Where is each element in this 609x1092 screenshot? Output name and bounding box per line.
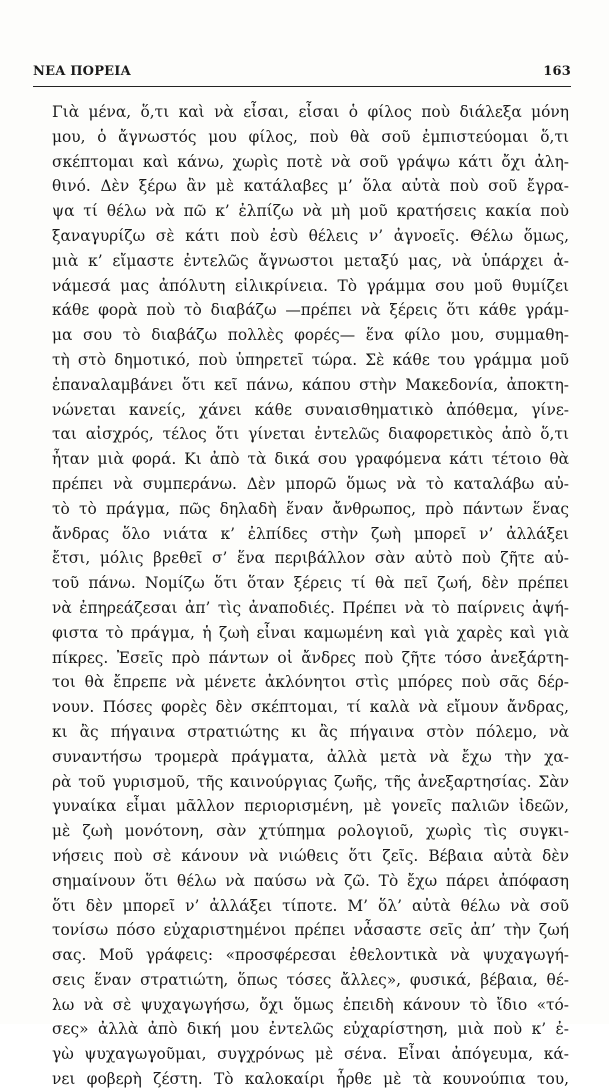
running-title: ΝΕΑ ΠΟΡΕΙΑ bbox=[33, 64, 131, 79]
text-line: τοῦ πάνω. Νομίζω ὅτι ὅταν ξέρεις τί θὰ πεῖ ζωή, δὲν πρέπει bbox=[52, 574, 569, 593]
header-rule bbox=[33, 86, 571, 87]
text-line: πρέπει νὰ συμπεράνω. Δὲν μπορῶ ὅμως νὰ τὸ καταλάβω αὐ- bbox=[52, 474, 569, 493]
text-line: λω νὰ σὲ ψυχαγωγήσω, ὄχι ὅμως ἐπειδὴ κάνουν τὸ ἴδιο «τό- bbox=[52, 995, 569, 1014]
text-line: γυναίκα εἶμαι μᾶλλον περιορισμένη, μὲ γονεῖς παλιῶν ἰδεῶν, bbox=[52, 797, 569, 816]
text-line: Γιὰ μένα, ὅ,τι καὶ νὰ εἶσαι, εἶσαι ὁ φίλος ποὺ διάλεξα μόνη bbox=[52, 103, 569, 121]
text-line: ται αἰσχρός, τέλος ὅτι γίνεται ἐντελῶς διαφορετικὸς ἀπὸ ὅ,τι bbox=[52, 425, 569, 444]
text-line: ξαναγυρίζω σὲ κάτι ποὺ ἐσὺ θέλεις ν’ ἀγνοεῖς. Θέλω ὅμως, bbox=[52, 226, 569, 245]
text-line: σεις ἕναν στρατιώτη, ὅπως τόσες ἄλλες», φυσικά, βέβαια, θέ- bbox=[52, 970, 569, 989]
text-line: θινό. Δὲν ξέρω ἂν μὲ κατάλαβες μ’ ὅλα αὐτὰ ποὺ σοῦ ἔγρα- bbox=[52, 177, 569, 196]
text-line: σκέπτομαι καὶ κάνω, χωρὶς ποτὲ νὰ σοῦ γράψω κάτι ὄχι ἀλη- bbox=[52, 152, 569, 171]
text-line: νει φοβερὴ ζέστη. Τὸ καλοκαίρι ἦρθε μὲ τὰ κουνούπια του, bbox=[52, 1070, 569, 1089]
text-line: νὰ ἐπηρεάζεσαι ἀπ’ τὶς ἀναποδιές. Πρέπει νὰ τὸ παίρνεις ἀψή- bbox=[52, 598, 569, 617]
text-line: φιστα τὸ πράγμα, ἡ ζωὴ εἶναι καμωμένη καὶ γιὰ χαρὲς καὶ γιὰ bbox=[52, 623, 569, 642]
text-line: κάθε φορὰ ποὺ τὸ διαβάζω —πρέπει νὰ ξέρεις ὅτι κάθε γράμ- bbox=[52, 301, 569, 320]
text-line: μιὰ κ’ εἴμαστε ἐντελῶς ἄγνωστοι μεταξύ μας, νὰ ὑπάρχει ἀ- bbox=[52, 251, 569, 270]
text-line: νώνεται κανείς, χάνει κάθε συναισθηματικὸ ἀπόθεμα, γίνε- bbox=[52, 400, 569, 419]
text-line: μὲ ζωὴ μονότονη, σὰν χτύπημα ρολογιοῦ, χωρὶς τὶς συγκι- bbox=[52, 822, 569, 841]
text-line: ρὰ τοῦ γυρισμοῦ, τῆς καινούργιας ζωῆς, τῆς ἀνεξαρτησίας. Σὰν bbox=[52, 772, 569, 791]
text-line: νάμεσά μας ἀπόλυτη εἰλικρίνεια. Τὸ γράμμα σου μοῦ θυμίζει bbox=[52, 276, 569, 295]
text-line: ὅτι δὲν μπορεῖ ν’ ἀλλάξει τίποτε. Μ’ ὅλ’ αὐτὰ θέλω νὰ σοῦ bbox=[52, 896, 569, 915]
text-line: τονίσω πόσο εὐχαριστημένοι πρέπει νἆσαστε σεῖς ἀπ’ τὴν ζωή bbox=[52, 921, 569, 940]
text-line: σας. Μοῦ γράφεις: «προσφέρεσαι ἐθελοντικὰ νὰ ψυχαγωγή- bbox=[52, 946, 569, 965]
text-line: σημαίνουν ὅτι θέλω νὰ παύσω νὰ ζῶ. Τὸ ἔχω πάρει ἀπόφαση bbox=[52, 871, 569, 890]
text-line: ἦταν μιὰ φορά. Κι ἀπὸ τὰ δικά σου γραφόμενα κάτι τέτοιο θὰ bbox=[52, 450, 569, 469]
text-line: τοι θὰ ἔπρεπε νὰ μένετε ἀκλόνητοι στὶς μπόρες ποὺ σᾶς δέρ- bbox=[52, 673, 569, 692]
running-header bbox=[33, 64, 571, 86]
page-number: 163 bbox=[543, 64, 571, 79]
text-line: ἐπαναλαμβάνει ὅτι κεῖ πάνω, κάπου στὴν Μακεδονία, ἀποκτη- bbox=[52, 375, 569, 394]
text-line: ἔτσι, μόλις βρεθεῖ σ’ ἕνα περιβάλλον σὰν αὐτὸ ποὺ ζῆτε αὐ- bbox=[52, 549, 569, 568]
letter-body-text bbox=[52, 100, 569, 1092]
text-line: νήσεις ποὺ σὲ κάνουν νὰ νιώθεις ὅτι ζεῖς. Βέβαια αὐτὰ δὲν bbox=[52, 846, 569, 865]
text-line: συναντήσω τρομερὰ πράγματα, ἀλλὰ μετὰ νὰ ἔχω τὴν χα- bbox=[52, 747, 569, 766]
text-line: γὼ ψυχαγωγοῦμαι, συγχρόνως μὲ σένα. Εἶναι ἀπόγευμα, κά- bbox=[52, 1045, 569, 1064]
text-line: τὸ τὸ πράγμα, πῶς δηλαδὴ ἕναν ἄνθρωπος, πρὸ πάντων ἕνας bbox=[52, 499, 569, 518]
text-line: τὴ στὸ δημοτικό, ποὺ ὑπηρετεῖ τώρα. Σὲ κάθε του γράμμα μοῦ bbox=[52, 350, 569, 369]
text-line: ψα τί θέλω νὰ πῶ κ’ ἐλπίζω νὰ μὴ μοῦ κρατήσεις κακία ποὺ bbox=[52, 202, 569, 221]
text-line: ἄνδρας ὅλο νιάτα κ’ ἐλπίδες στὴν ζωὴ μπορεῖ ν’ ἀλλάξει bbox=[52, 524, 569, 543]
text-line: μου, ὁ ἄγνωστός μου φίλος, ποὺ θὰ σοῦ ἐμπιστεύομαι ὅ,τι bbox=[52, 127, 569, 146]
text-line: νουν. Πόσες φορὲς δὲν σκέπτομαι, τί καλὰ νὰ εἴμουν ἄνδρας, bbox=[52, 698, 569, 717]
text-line: κι ἂς πήγαινα στρατιώτης κι ἂς πήγαινα στὸν πόλεμο, νὰ bbox=[52, 722, 569, 741]
text-line: σες» ἀλλὰ ἀπὸ δική μου ἐντελῶς εὐχαρίστηση, μιὰ ποὺ κ’ ἐ- bbox=[52, 1020, 569, 1039]
text-line: μα σου τὸ διαβάζω πολλὲς φορές— ἕνα φίλο μου, συμμαθη- bbox=[52, 326, 569, 345]
text-line: πίκρες. Ἐσεῖς πρὸ πάντων οἱ ἄνδρες ποὺ ζῆτε τόσο ἀνεξάρτη- bbox=[52, 648, 569, 667]
